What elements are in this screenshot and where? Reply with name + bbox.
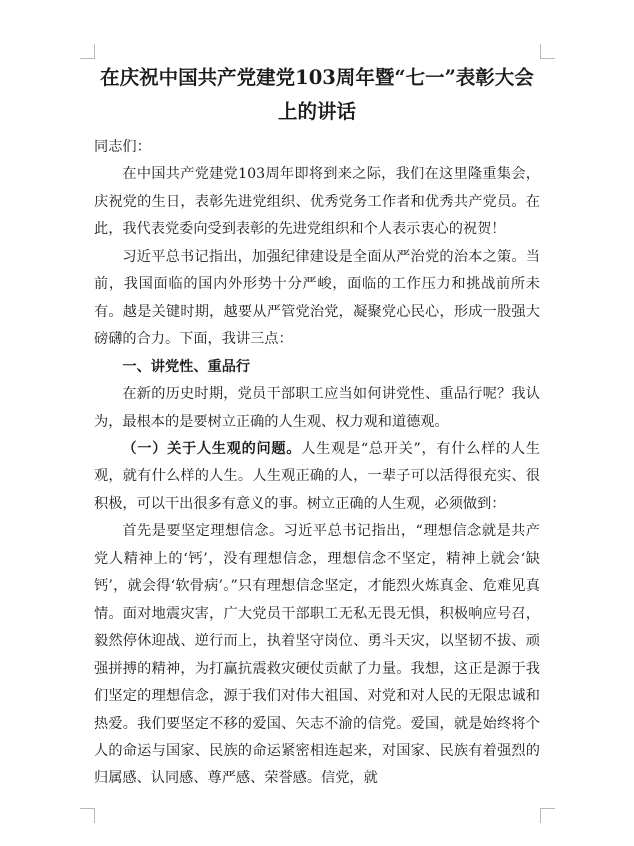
page-corner-mark-top-right xyxy=(540,44,555,59)
section-heading-1: 一、讲党性、重品行 xyxy=(122,358,251,375)
document-body xyxy=(94,134,540,793)
paragraph-section1-intro: 在新的历史时期，党员干部职工应当如何讲党性、重品行呢？我认为，最根本的是要树立正确的人生观、权力观和道德观。 xyxy=(94,386,540,430)
salutation: 同志们： xyxy=(94,139,151,155)
page-corner-mark-top-left xyxy=(80,44,95,59)
subsection-1-text: 人生观是“总开关”，有什么样的人生观，就有什么样的人生。人生观正确的人，一辈子可以活得很充实、很积极，可以干出很多有意义的事。树立正确的人生观，必须做到： xyxy=(94,440,540,512)
subsection-1-lead: （一）关于人生观的问题。 xyxy=(122,440,302,457)
page-corner-mark-bottom-right xyxy=(540,808,555,823)
document-title: 在庆祝中国共产党建党103周年暨“七一”表彰大会上的讲话 xyxy=(100,66,534,123)
paragraph-opening: 在中国共产党建党103周年即将到来之际，我们在这里隆重集会，庆祝党的生日，表彰先进党组织、优秀党务工作者和优秀共产党员。在此，我代表党委向受到表彰的先进党组织和个人表示衷心的祝贺！ xyxy=(94,166,540,238)
paragraph-ideals: 首先是要坚定理想信念。习近平总书记指出，“理想信念就是共产党人精神上的‘钙’，没有理想信念，理想信念不坚定，精神上就会‘缺钙’，就会得‘软骨病’。”只有理想信念坚定，才能烈火炼真金、危难见真情。面对地震灾害，广大党员干部职工无私无畏无惧，积极响应号召，毅然停休迎战、逆行而上，执着坚守岗位、勇斗天灾，以坚韧不拔、顽强拼搏的精神，为打赢抗震救灾硬仗贡献了力量。我想，这正是源于我们坚定的理想信念，源于我们对伟大祖国、对党和对人民的无限忠诚和热爱。我们要坚定不移的爱国、矢志不渝的信党。爱国，就是始终将个人的命运与国家、民族的命运紧密相连起来，对国家、民族有着强烈的归属感、认同感、尊严感、荣誉感。信党，就 xyxy=(94,523,540,787)
paragraph-context: 习近平总书记指出，加强纪律建设是全面从严治党的治本之策。当前，我国面临的国内外形势十分严峻，面临的工作压力和挑战前所未有。越是关键时期，越要从严管党治党，凝聚党心民心，形成一股强大磅礴的合力。下面，我讲三点： xyxy=(94,248,540,348)
paragraph-subsection-1 xyxy=(94,436,540,518)
page-corner-mark-bottom-left xyxy=(80,808,95,823)
